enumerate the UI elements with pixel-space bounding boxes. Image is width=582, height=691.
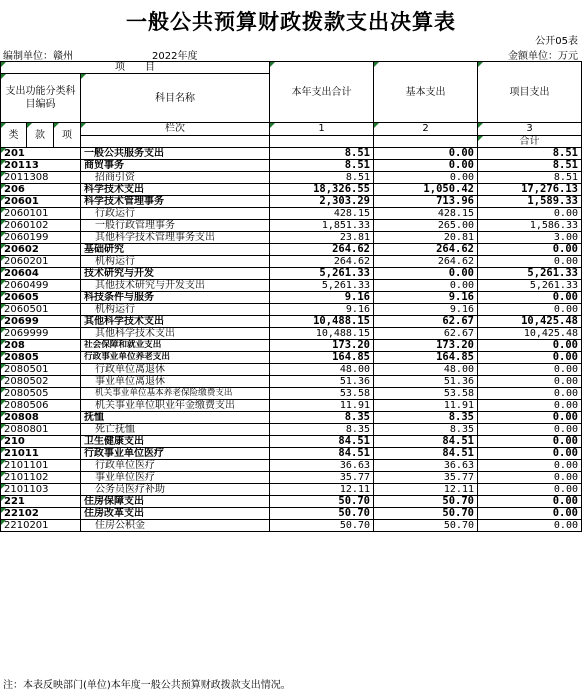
- row-basic: 0.00: [374, 280, 478, 292]
- total-code-empty: [270, 135, 374, 148]
- row-basic: 12.11: [374, 484, 478, 496]
- row-total: 8.51: [270, 160, 374, 172]
- table-row: [1, 508, 582, 520]
- row-basic: 50.70: [374, 520, 478, 532]
- row-project: 0.00: [478, 520, 582, 532]
- row-name: 抚恤: [81, 412, 270, 424]
- row-name: 其他科学技术支出: [81, 316, 270, 328]
- row-project: 0.00: [478, 388, 582, 400]
- row-total: 173.20: [270, 340, 374, 352]
- table-row: [1, 256, 582, 268]
- row-name: 卫生健康支出: [81, 436, 270, 448]
- row-code: 2080801: [1, 424, 81, 436]
- row-basic: 0.00: [374, 172, 478, 184]
- row-project: 17,276.13: [478, 184, 582, 196]
- table-row: [1, 208, 582, 220]
- row-total: 264.62: [270, 256, 374, 268]
- table-row: [1, 148, 582, 160]
- row-basic: 0.00: [374, 160, 478, 172]
- header-name-label: 科目名称: [81, 74, 270, 123]
- row-project: 0.00: [478, 496, 582, 508]
- row-project: 0.00: [478, 292, 582, 304]
- table-row: [1, 484, 582, 496]
- row-basic: 265.00: [374, 220, 478, 232]
- row-basic: 0.00: [374, 148, 478, 160]
- table-row: [1, 520, 582, 532]
- row-basic: 9.16: [374, 292, 478, 304]
- row-name: 行政运行: [81, 208, 270, 220]
- table-row: [1, 448, 582, 460]
- row-total: 12.11: [270, 484, 374, 496]
- header-lanci: 栏次: [81, 123, 270, 136]
- header-xiang: 项: [54, 123, 81, 148]
- header-code-label: 支出功能分类科目编码: [1, 74, 81, 123]
- row-basic: 264.62: [374, 244, 478, 256]
- row-total: 10,488.15: [270, 316, 374, 328]
- table-row: [1, 232, 582, 244]
- table-row: [1, 196, 582, 208]
- row-total: 48.00: [270, 364, 374, 376]
- row-total: 164.85: [270, 352, 374, 364]
- row-code: 20113: [1, 160, 81, 172]
- row-code: 2011308: [1, 172, 81, 184]
- row-name: 其他技术研究与开发支出: [81, 280, 270, 292]
- row-total: 50.70: [270, 520, 374, 532]
- row-basic: 35.77: [374, 472, 478, 484]
- row-project: 0.00: [478, 400, 582, 412]
- table-row: [1, 496, 582, 508]
- row-code: 20805: [1, 352, 81, 364]
- header-col1: 1: [270, 123, 374, 136]
- row-project: 5,261.33: [478, 268, 582, 280]
- row-name: 行政单位医疗: [81, 460, 270, 472]
- row-project: 3.00: [478, 232, 582, 244]
- row-code: 2060501: [1, 304, 81, 316]
- amount-unit: 金额单位：万元: [508, 51, 578, 62]
- row-total: 8.35: [270, 412, 374, 424]
- row-total: 23.81: [270, 232, 374, 244]
- row-basic: 50.70: [374, 508, 478, 520]
- row-project: 0.00: [478, 340, 582, 352]
- row-name: 科学技术支出: [81, 184, 270, 196]
- row-project: 0.00: [478, 448, 582, 460]
- row-total: 53.58: [270, 388, 374, 400]
- row-code: 2060201: [1, 256, 81, 268]
- table-row: [1, 424, 582, 436]
- row-total: 35.77: [270, 472, 374, 484]
- row-basic: 20.81: [374, 232, 478, 244]
- row-project: 0.00: [478, 352, 582, 364]
- header-item-cell: 项 目: [1, 62, 270, 74]
- row-basic: 8.35: [374, 424, 478, 436]
- table-row: [1, 244, 582, 256]
- row-project: 8.51: [478, 172, 582, 184]
- row-name: 社会保障和就业支出: [81, 340, 270, 352]
- header-row-item: [1, 62, 582, 74]
- table-row: [1, 436, 582, 448]
- row-total: 264.62: [270, 244, 374, 256]
- row-project: 0.00: [478, 304, 582, 316]
- row-project: 1,586.33: [478, 220, 582, 232]
- row-project: 0.00: [478, 244, 582, 256]
- row-basic: 8.35: [374, 412, 478, 424]
- row-basic: 9.16: [374, 304, 478, 316]
- row-total: 84.51: [270, 448, 374, 460]
- row-code: 2060199: [1, 232, 81, 244]
- row-name: 其他科学技术支出: [81, 328, 270, 340]
- row-name: 事业单位离退休: [81, 376, 270, 388]
- row-basic: 1,050.42: [374, 184, 478, 196]
- row-project: 0.00: [478, 208, 582, 220]
- row-basic: 164.85: [374, 352, 478, 364]
- table-row: [1, 328, 582, 340]
- row-total: 10,488.15: [270, 328, 374, 340]
- table-row: [1, 400, 582, 412]
- row-code: 2060102: [1, 220, 81, 232]
- row-code: 221: [1, 496, 81, 508]
- header-lei: 类: [1, 123, 27, 148]
- row-name: 机关事业单位基本养老保险缴费支出: [81, 388, 270, 400]
- row-basic: 62.67: [374, 328, 478, 340]
- table-row: [1, 184, 582, 196]
- header-col3: 3: [478, 123, 582, 136]
- table-row: [1, 220, 582, 232]
- row-name: 行政单位离退休: [81, 364, 270, 376]
- row-basic: 11.91: [374, 400, 478, 412]
- row-code: 201: [1, 148, 81, 160]
- header-row-lanci: [1, 123, 582, 136]
- table-row: [1, 412, 582, 424]
- row-project: 0.00: [478, 472, 582, 484]
- row-code: 210: [1, 436, 81, 448]
- row-project: 8.51: [478, 160, 582, 172]
- row-name: 公务员医疗补助: [81, 484, 270, 496]
- row-total: 8.51: [270, 148, 374, 160]
- header-col2: 2: [374, 123, 478, 136]
- compiling-unit: 编制单位：赣州: [3, 51, 73, 62]
- table-row: [1, 268, 582, 280]
- row-total: 9.16: [270, 304, 374, 316]
- row-name: 基础研究: [81, 244, 270, 256]
- expenditure-table: [0, 61, 582, 532]
- row-project: 0.00: [478, 256, 582, 268]
- table-row: [1, 352, 582, 364]
- row-project: 0.00: [478, 460, 582, 472]
- row-code: 20699: [1, 316, 81, 328]
- row-total: 18,326.55: [270, 184, 374, 196]
- row-project: 0.00: [478, 412, 582, 424]
- row-name: 一般公共服务支出: [81, 148, 270, 160]
- table-row: [1, 172, 582, 184]
- row-total: 8.35: [270, 424, 374, 436]
- row-code: 2069999: [1, 328, 81, 340]
- row-code: 2080501: [1, 364, 81, 376]
- row-name: 死亡抚恤: [81, 424, 270, 436]
- row-total: 8.51: [270, 172, 374, 184]
- row-total: 50.70: [270, 508, 374, 520]
- row-code: 208: [1, 340, 81, 352]
- table-row: [1, 364, 582, 376]
- row-total: 5,261.33: [270, 280, 374, 292]
- row-project: 0.00: [478, 484, 582, 496]
- row-name: 行政事业单位养老支出: [81, 352, 270, 364]
- row-basic: 53.58: [374, 388, 478, 400]
- total-code-empty: [81, 135, 270, 148]
- total-code-empty: [374, 135, 478, 148]
- row-code: 2101101: [1, 460, 81, 472]
- row-project: 5,261.33: [478, 280, 582, 292]
- row-project: 10,425.48: [478, 328, 582, 340]
- row-name: 住房保障支出: [81, 496, 270, 508]
- row-basic: 48.00: [374, 364, 478, 376]
- row-code: 2210201: [1, 520, 81, 532]
- row-total: 51.36: [270, 376, 374, 388]
- row-basic: 264.62: [374, 256, 478, 268]
- row-name: 一般行政管理事务: [81, 220, 270, 232]
- row-name: 商贸事务: [81, 160, 270, 172]
- row-name: 事业单位医疗: [81, 472, 270, 484]
- row-total: 2,303.29: [270, 196, 374, 208]
- table-row: [1, 388, 582, 400]
- fiscal-year: 2022年度: [152, 51, 198, 62]
- row-code: 2080502: [1, 376, 81, 388]
- row-total: 84.51: [270, 436, 374, 448]
- row-code: 2101102: [1, 472, 81, 484]
- table-row: [1, 340, 582, 352]
- row-basic: 50.70: [374, 496, 478, 508]
- row-code: 20602: [1, 244, 81, 256]
- row-name: 住房公积金: [81, 520, 270, 532]
- row-project: 0.00: [478, 424, 582, 436]
- row-code: 20605: [1, 292, 81, 304]
- row-basic: 84.51: [374, 436, 478, 448]
- table-row: [1, 280, 582, 292]
- row-total: 50.70: [270, 496, 374, 508]
- table-row: [1, 292, 582, 304]
- row-basic: 713.96: [374, 196, 478, 208]
- table-row: [1, 472, 582, 484]
- row-code: 206: [1, 184, 81, 196]
- row-total: 5,261.33: [270, 268, 374, 280]
- row-code: 2080505: [1, 388, 81, 400]
- row-code: 2080506: [1, 400, 81, 412]
- row-name: 技术研究与开发: [81, 268, 270, 280]
- row-code: 2060499: [1, 280, 81, 292]
- row-basic: 62.67: [374, 316, 478, 328]
- row-name: 行政事业单位医疗: [81, 448, 270, 460]
- header-project: 项目支出: [478, 62, 582, 123]
- row-total: 36.63: [270, 460, 374, 472]
- row-project: 0.00: [478, 364, 582, 376]
- row-total: 428.15: [270, 208, 374, 220]
- row-project: 0.00: [478, 508, 582, 520]
- row-basic: 173.20: [374, 340, 478, 352]
- row-name: 机构运行: [81, 304, 270, 316]
- footnote: 注：本表反映部门(单位)本年度一般公共预算财政拨款支出情况。: [3, 680, 291, 691]
- row-project: 1,589.33: [478, 196, 582, 208]
- header-kuan: 款: [27, 123, 54, 148]
- row-code: 20604: [1, 268, 81, 280]
- header-total: 本年支出合计: [270, 62, 374, 123]
- row-total: 9.16: [270, 292, 374, 304]
- row-name: 机关事业单位职业年金缴费支出: [81, 400, 270, 412]
- row-total: 11.91: [270, 400, 374, 412]
- report-title: 一般公共预算财政拨款支出决算表: [126, 9, 456, 34]
- row-code: 21011: [1, 448, 81, 460]
- total-label: 合计: [478, 135, 582, 148]
- total-row: [1, 135, 582, 148]
- row-basic: 51.36: [374, 376, 478, 388]
- row-project: 0.00: [478, 376, 582, 388]
- row-total: 1,851.33: [270, 220, 374, 232]
- table-row: [1, 304, 582, 316]
- row-code: 22102: [1, 508, 81, 520]
- row-code: 20808: [1, 412, 81, 424]
- form-number: 公开05表: [535, 36, 578, 47]
- table-row: [1, 316, 582, 328]
- row-name: 科技条件与服务: [81, 292, 270, 304]
- row-basic: 428.15: [374, 208, 478, 220]
- row-name: 住房改革支出: [81, 508, 270, 520]
- row-project: 0.00: [478, 436, 582, 448]
- table-row: [1, 460, 582, 472]
- row-name: 其他科学技术管理事务支出: [81, 232, 270, 244]
- row-basic: 84.51: [374, 448, 478, 460]
- header-basic: 基本支出: [374, 62, 478, 123]
- row-project: 8.51: [478, 148, 582, 160]
- row-basic: 36.63: [374, 460, 478, 472]
- row-project: 10,425.48: [478, 316, 582, 328]
- row-name: 科学技术管理事务: [81, 196, 270, 208]
- row-code: 20601: [1, 196, 81, 208]
- table-row: [1, 376, 582, 388]
- table-row: [1, 160, 582, 172]
- row-code: 2101103: [1, 484, 81, 496]
- row-basic: 0.00: [374, 268, 478, 280]
- row-name: 招商引资: [81, 172, 270, 184]
- row-code: 2060101: [1, 208, 81, 220]
- row-name: 机构运行: [81, 256, 270, 268]
